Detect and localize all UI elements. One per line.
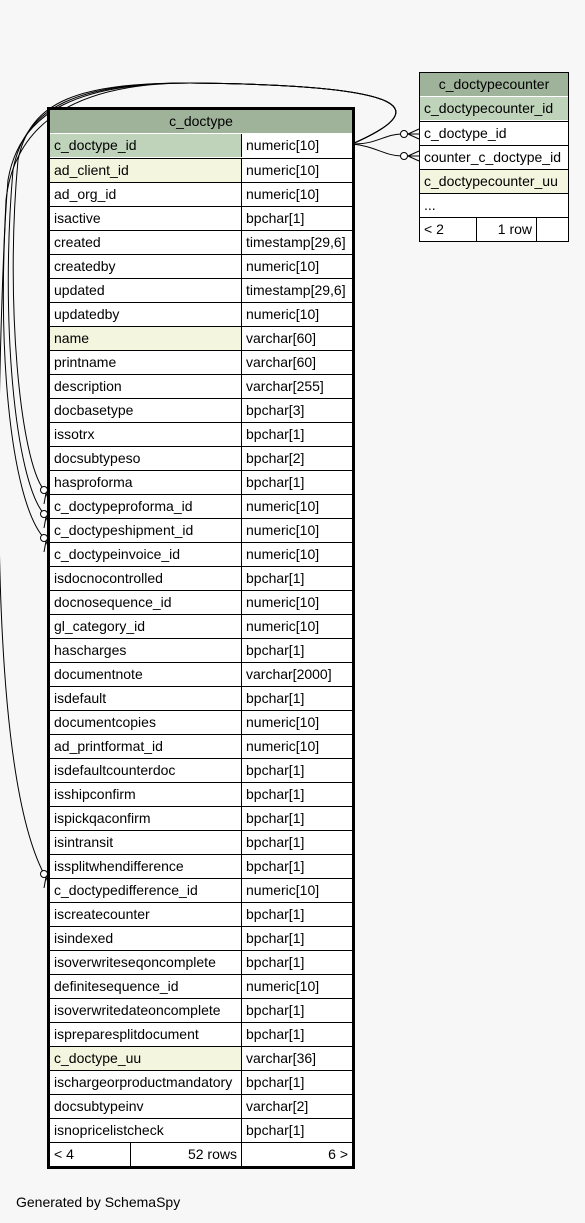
column-type: bpchar[1] (246, 1026, 305, 1042)
column-type: varchar[60] (246, 354, 317, 370)
column-name[interactable]: counter_c_doctype_id (424, 149, 561, 165)
table-footer-row (420, 217, 568, 241)
column-row (50, 542, 352, 566)
column-row (50, 758, 352, 782)
column-row (50, 230, 352, 254)
column-name[interactable]: documentcopies (50, 711, 242, 734)
column-name[interactable]: isindexed (50, 927, 242, 950)
column-row (50, 926, 352, 950)
column-type: numeric[10] (246, 258, 320, 274)
column-row (50, 494, 352, 518)
column-type: bpchar[1] (246, 474, 305, 490)
column-type: bpchar[1] (246, 570, 305, 586)
column-row (50, 302, 352, 326)
column-type: varchar[2000] (246, 666, 332, 682)
column-name[interactable]: c_doctypecounter_uu (420, 170, 568, 193)
column-name[interactable]: docnosequence_id (50, 591, 242, 614)
column-type: bpchar[2] (246, 450, 305, 466)
fk-marker (401, 131, 408, 138)
column-row (50, 854, 352, 878)
c-doctype-table[interactable] (47, 107, 355, 1169)
column-name[interactable]: c_doctype_id (424, 125, 507, 141)
generated-by-note: Generated by SchemaSpy (16, 1194, 181, 1210)
table-name[interactable]: c_doctype (50, 110, 352, 133)
column-type: bpchar[1] (246, 1002, 305, 1018)
column-row (50, 278, 352, 302)
column-type: numeric[10] (246, 162, 320, 178)
column-row (50, 566, 352, 590)
column-name[interactable]: c_doctypeproforma_id (50, 495, 242, 518)
column-row (50, 686, 352, 710)
column-name[interactable]: hasproforma (50, 471, 242, 494)
column-name[interactable]: isdefault (50, 687, 242, 710)
table-header-row (420, 73, 568, 97)
column-type: numeric[10] (246, 306, 320, 322)
column-type: numeric[10] (246, 546, 320, 562)
column-row (420, 97, 568, 121)
column-name[interactable]: isdefaultcounterdoc (50, 759, 242, 782)
column-row (50, 782, 352, 806)
column-name[interactable]: c_doctype_uu (50, 1047, 242, 1070)
column-row (50, 662, 352, 686)
column-name[interactable]: c_doctypedifference_id (50, 879, 242, 902)
column-name[interactable]: isoverwritedateoncomplete (50, 999, 242, 1022)
column-type: varchar[255] (246, 378, 324, 394)
column-row (50, 710, 352, 734)
table-name[interactable]: c_doctypecounter (420, 73, 568, 96)
column-type: bpchar[1] (246, 210, 305, 226)
column-name[interactable]: c_doctype_id (50, 134, 242, 157)
column-row (50, 638, 352, 662)
column-row (50, 1022, 352, 1046)
column-row (50, 974, 352, 998)
c-doctypecounter-table[interactable] (419, 72, 569, 242)
column-type: bpchar[1] (246, 930, 305, 946)
column-row (50, 134, 352, 158)
column-row (420, 121, 568, 145)
column-type: numeric[10] (246, 714, 320, 730)
column-name[interactable]: isactive (50, 207, 242, 230)
column-type: bpchar[1] (246, 954, 305, 970)
column-name[interactable]: docbasetype (50, 399, 242, 422)
column-name[interactable]: ad_printformat_id (50, 735, 242, 758)
column-name[interactable]: hascharges (50, 639, 242, 662)
column-name[interactable]: definitesequence_id (50, 975, 242, 998)
column-row (420, 145, 568, 169)
column-name[interactable]: ... (424, 197, 436, 213)
column-row (50, 590, 352, 614)
column-name[interactable]: docsubtypeinv (50, 1095, 242, 1118)
crowfoot-marker (408, 151, 419, 161)
column-type: numeric[10] (246, 882, 320, 898)
column-row (50, 998, 352, 1022)
column-row (420, 193, 568, 217)
column-type: bpchar[1] (246, 858, 305, 874)
column-type: numeric[10] (246, 738, 320, 754)
column-row (50, 206, 352, 230)
column-type: numeric[10] (246, 137, 320, 153)
column-name[interactable]: isintransit (50, 831, 242, 854)
row-count: 1 row (477, 218, 537, 241)
column-name[interactable]: isoverwriteseqoncomplete (50, 951, 242, 974)
column-name[interactable]: ispreparesplitdocument (50, 1023, 242, 1046)
column-name[interactable]: name (50, 327, 242, 350)
column-name[interactable]: issotrx (50, 423, 242, 446)
column-name[interactable]: isnopricelistcheck (50, 1119, 242, 1142)
column-type: numeric[10] (246, 594, 320, 610)
children-link[interactable]: 6 > (328, 1146, 348, 1162)
column-type: bpchar[1] (246, 1122, 305, 1138)
column-name[interactable]: updatedby (50, 303, 242, 326)
column-type: numeric[10] (246, 498, 320, 514)
column-row (50, 614, 352, 638)
column-type: numeric[10] (246, 618, 320, 634)
column-row (50, 446, 352, 470)
column-name[interactable]: printname (50, 351, 242, 374)
column-row (50, 902, 352, 926)
column-row (420, 169, 568, 193)
column-name[interactable]: created (50, 231, 242, 254)
column-type: bpchar[1] (246, 690, 305, 706)
column-name[interactable]: iscreatecounter (50, 903, 242, 926)
column-name[interactable]: updated (50, 279, 242, 302)
column-name[interactable]: isshipconfirm (50, 783, 242, 806)
column-name[interactable]: c_doctypeinvoice_id (50, 543, 242, 566)
column-row (50, 1070, 352, 1094)
row-count: 52 rows (131, 1143, 242, 1166)
column-name[interactable]: createdby (50, 255, 242, 278)
column-name[interactable]: issplitwhendifference (50, 855, 242, 878)
column-name[interactable]: ischargeorproductmandatory (50, 1071, 242, 1094)
column-row (50, 734, 352, 758)
column-type: timestamp[29,6] (246, 234, 346, 250)
column-row (50, 806, 352, 830)
column-type: varchar[60] (246, 330, 317, 346)
column-type: bpchar[1] (246, 426, 305, 442)
parents-link[interactable]: < 2 (420, 218, 477, 241)
fk-marker (401, 153, 408, 160)
column-type: bpchar[1] (246, 1074, 305, 1090)
column-name[interactable]: ispickqaconfirm (50, 807, 242, 830)
column-name[interactable]: documentnote (50, 663, 242, 686)
column-type: numeric[10] (246, 522, 320, 538)
column-row (50, 158, 352, 182)
column-name[interactable]: ad_org_id (50, 183, 242, 206)
column-type: bpchar[1] (246, 642, 305, 658)
column-row (50, 350, 352, 374)
column-name[interactable]: gl_category_id (50, 615, 242, 638)
column-type: numeric[10] (246, 186, 320, 202)
column-type: varchar[36] (246, 1050, 317, 1066)
column-type: numeric[10] (246, 978, 320, 994)
column-row (50, 878, 352, 902)
column-row (50, 1046, 352, 1070)
column-row (50, 950, 352, 974)
column-row (50, 470, 352, 494)
column-row (50, 830, 352, 854)
column-name[interactable]: docsubtypeso (50, 447, 242, 470)
crowfoot-marker (408, 129, 419, 139)
column-row (50, 398, 352, 422)
column-row (50, 374, 352, 398)
column-name[interactable]: isdocnocontrolled (50, 567, 242, 590)
column-row (50, 1094, 352, 1118)
column-type: bpchar[1] (246, 810, 305, 826)
column-type: bpchar[1] (246, 834, 305, 850)
column-type: bpchar[1] (246, 906, 305, 922)
column-type: bpchar[1] (246, 762, 305, 778)
parents-link[interactable]: < 4 (50, 1143, 131, 1166)
column-row (50, 326, 352, 350)
column-row (50, 254, 352, 278)
column-row (50, 518, 352, 542)
column-name[interactable]: c_doctypeshipment_id (50, 519, 242, 542)
children-link[interactable] (537, 218, 568, 241)
table-header-row (50, 110, 352, 134)
column-name[interactable]: c_doctypecounter_id (420, 97, 568, 120)
column-row (50, 182, 352, 206)
column-row (50, 1118, 352, 1142)
column-type: timestamp[29,6] (246, 282, 346, 298)
column-name[interactable]: description (50, 375, 242, 398)
column-type: varchar[2] (246, 1098, 309, 1114)
column-type: bpchar[3] (246, 402, 305, 418)
column-name[interactable]: ad_client_id (50, 159, 242, 182)
table-footer-row (50, 1142, 352, 1166)
column-row (50, 422, 352, 446)
column-type: bpchar[1] (246, 786, 305, 802)
